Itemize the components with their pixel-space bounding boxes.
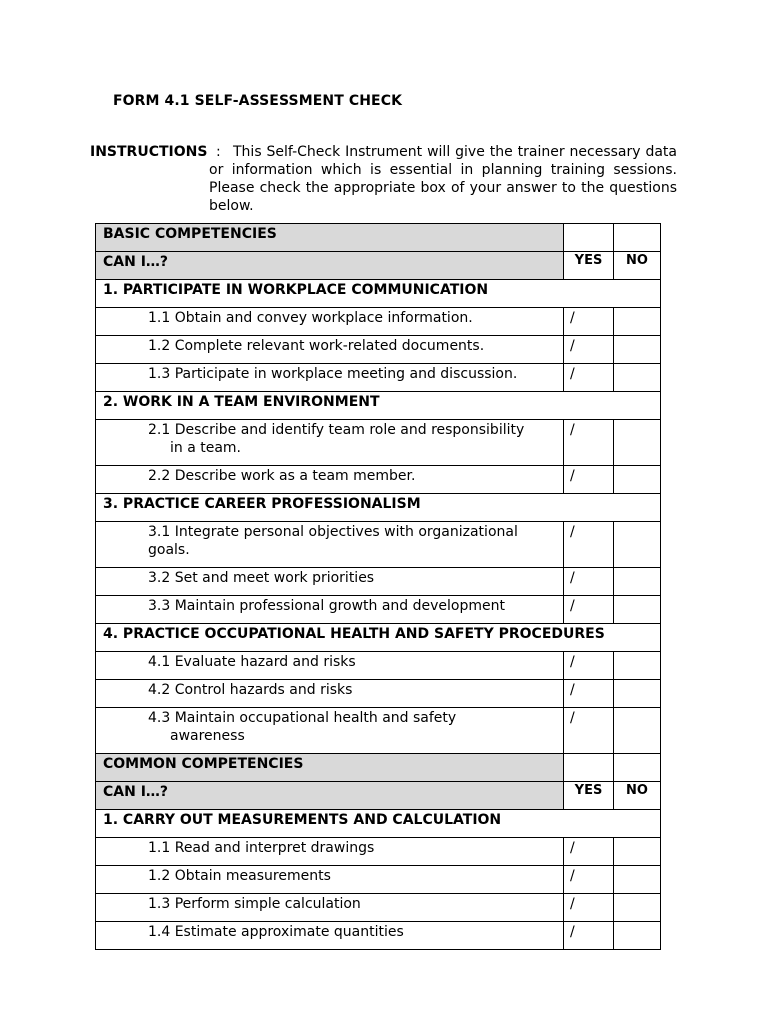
yes-checkbox[interactable]: / <box>564 466 614 494</box>
yes-checkbox[interactable]: / <box>564 568 614 596</box>
item-text-cell <box>96 596 564 624</box>
item-text: 1.1 Read and interpret drawings <box>148 840 375 856</box>
item-text-continued: goals. <box>148 542 190 558</box>
item-row <box>96 680 661 708</box>
item-text-cell <box>96 308 564 336</box>
item-text: 3.1 Integrate personal objectives with organizational <box>148 524 518 540</box>
item-text: 3.3 Maintain professional growth and development <box>148 598 505 614</box>
item-text-cell <box>96 420 564 466</box>
item-row <box>96 466 661 494</box>
item-text-cell <box>96 466 564 494</box>
section-title: COMMON COMPETENCIES <box>96 754 564 782</box>
item-text: 1.4 Estimate approximate quantities <box>148 924 404 940</box>
section-header-row <box>96 754 661 782</box>
yes-column-header: YES <box>564 252 614 280</box>
item-text: 2.2 Describe work as a team member. <box>148 468 416 484</box>
item-text-cell <box>96 922 564 950</box>
item-row <box>96 838 661 866</box>
instructions-label: INSTRUCTIONS <box>90 144 208 160</box>
yes-checkbox[interactable]: / <box>564 522 614 568</box>
no-checkbox[interactable] <box>614 708 661 754</box>
item-text: 1.2 Complete relevant work-related documents. <box>148 338 485 354</box>
instructions-colon: : <box>216 144 221 160</box>
no-checkbox[interactable] <box>614 652 661 680</box>
item-text: 2.1 Describe and identify team role and responsibility <box>148 422 525 438</box>
no-column-header: NO <box>614 782 661 810</box>
item-row <box>96 420 661 466</box>
item-text-cell <box>96 336 564 364</box>
no-checkbox[interactable] <box>614 894 661 922</box>
no-checkbox[interactable] <box>614 568 661 596</box>
question-label: CAN I…? <box>96 782 564 810</box>
empty-cell <box>614 754 661 782</box>
item-row <box>96 596 661 624</box>
group-row <box>96 810 661 838</box>
item-row <box>96 336 661 364</box>
empty-cell <box>564 224 614 252</box>
instructions-block <box>90 143 677 215</box>
item-row <box>96 894 661 922</box>
no-checkbox[interactable] <box>614 838 661 866</box>
empty-cell <box>614 224 661 252</box>
item-text-continued: in a team. <box>170 440 242 456</box>
item-text: 1.3 Participate in workplace meeting and discussion. <box>148 366 518 382</box>
no-checkbox[interactable] <box>614 364 661 392</box>
question-row <box>96 782 661 810</box>
yes-checkbox[interactable]: / <box>564 922 614 950</box>
no-checkbox[interactable] <box>614 522 661 568</box>
no-checkbox[interactable] <box>614 420 661 466</box>
page-title: FORM 4.1 SELF-ASSESSMENT CHECK <box>113 93 403 109</box>
question-row <box>96 252 661 280</box>
item-row <box>96 568 661 596</box>
no-checkbox[interactable] <box>614 308 661 336</box>
yes-checkbox[interactable]: / <box>564 596 614 624</box>
item-text: 4.1 Evaluate hazard and risks <box>148 654 356 670</box>
no-checkbox[interactable] <box>614 336 661 364</box>
item-text-cell <box>96 894 564 922</box>
item-text: 1.2 Obtain measurements <box>148 868 331 884</box>
item-text: 4.3 Maintain occupational health and safety <box>148 710 457 726</box>
empty-cell <box>564 754 614 782</box>
item-text-cell <box>96 680 564 708</box>
item-row <box>96 652 661 680</box>
no-checkbox[interactable] <box>614 922 661 950</box>
no-checkbox[interactable] <box>614 466 661 494</box>
yes-checkbox[interactable]: / <box>564 420 614 466</box>
group-title: 1. CARRY OUT MEASUREMENTS AND CALCULATION <box>96 810 661 838</box>
item-text-cell <box>96 364 564 392</box>
item-text: 1.1 Obtain and convey workplace information. <box>148 310 473 326</box>
no-checkbox[interactable] <box>614 866 661 894</box>
yes-checkbox[interactable]: / <box>564 838 614 866</box>
item-text: 3.2 Set and meet work priorities <box>148 570 375 586</box>
section-title: BASIC COMPETENCIES <box>96 224 564 252</box>
group-title: 1. PARTICIPATE IN WORKPLACE COMMUNICATION <box>96 280 661 308</box>
yes-checkbox[interactable]: / <box>564 336 614 364</box>
no-column-header: NO <box>614 252 661 280</box>
group-row <box>96 280 661 308</box>
item-row <box>96 308 661 336</box>
item-text: 4.2 Control hazards and risks <box>148 682 353 698</box>
item-text-continued: awareness <box>170 728 245 744</box>
yes-checkbox[interactable]: / <box>564 364 614 392</box>
self-assessment-table <box>95 223 661 950</box>
item-text-cell <box>96 866 564 894</box>
yes-checkbox[interactable]: / <box>564 652 614 680</box>
group-title: 2. WORK IN A TEAM ENVIRONMENT <box>96 392 661 420</box>
item-text-cell <box>96 568 564 596</box>
group-row <box>96 392 661 420</box>
item-row <box>96 866 661 894</box>
item-text: 1.3 Perform simple calculation <box>148 896 361 912</box>
yes-checkbox[interactable]: / <box>564 680 614 708</box>
group-row <box>96 624 661 652</box>
item-text-cell <box>96 708 564 754</box>
section-header-row <box>96 224 661 252</box>
yes-checkbox[interactable]: / <box>564 866 614 894</box>
item-row <box>96 922 661 950</box>
item-text-cell <box>96 652 564 680</box>
item-text-cell <box>96 838 564 866</box>
item-row <box>96 522 661 568</box>
item-row <box>96 364 661 392</box>
yes-checkbox[interactable]: / <box>564 708 614 754</box>
yes-checkbox[interactable]: / <box>564 894 614 922</box>
group-title: 4. PRACTICE OCCUPATIONAL HEALTH AND SAFETY PROCEDURES <box>96 624 661 652</box>
question-label: CAN I…? <box>96 252 564 280</box>
instructions-text: This Self-Check Instrument will give the trainer necessary data or information which is essential in planning training sessions. Please check the appropriate box of your answer to the questions below. <box>209 144 677 214</box>
group-title: 3. PRACTICE CAREER PROFESSIONALISM <box>96 494 661 522</box>
item-row <box>96 708 661 754</box>
item-text-cell <box>96 522 564 568</box>
yes-checkbox[interactable]: / <box>564 308 614 336</box>
group-row <box>96 494 661 522</box>
no-checkbox[interactable] <box>614 596 661 624</box>
no-checkbox[interactable] <box>614 680 661 708</box>
yes-column-header: YES <box>564 782 614 810</box>
